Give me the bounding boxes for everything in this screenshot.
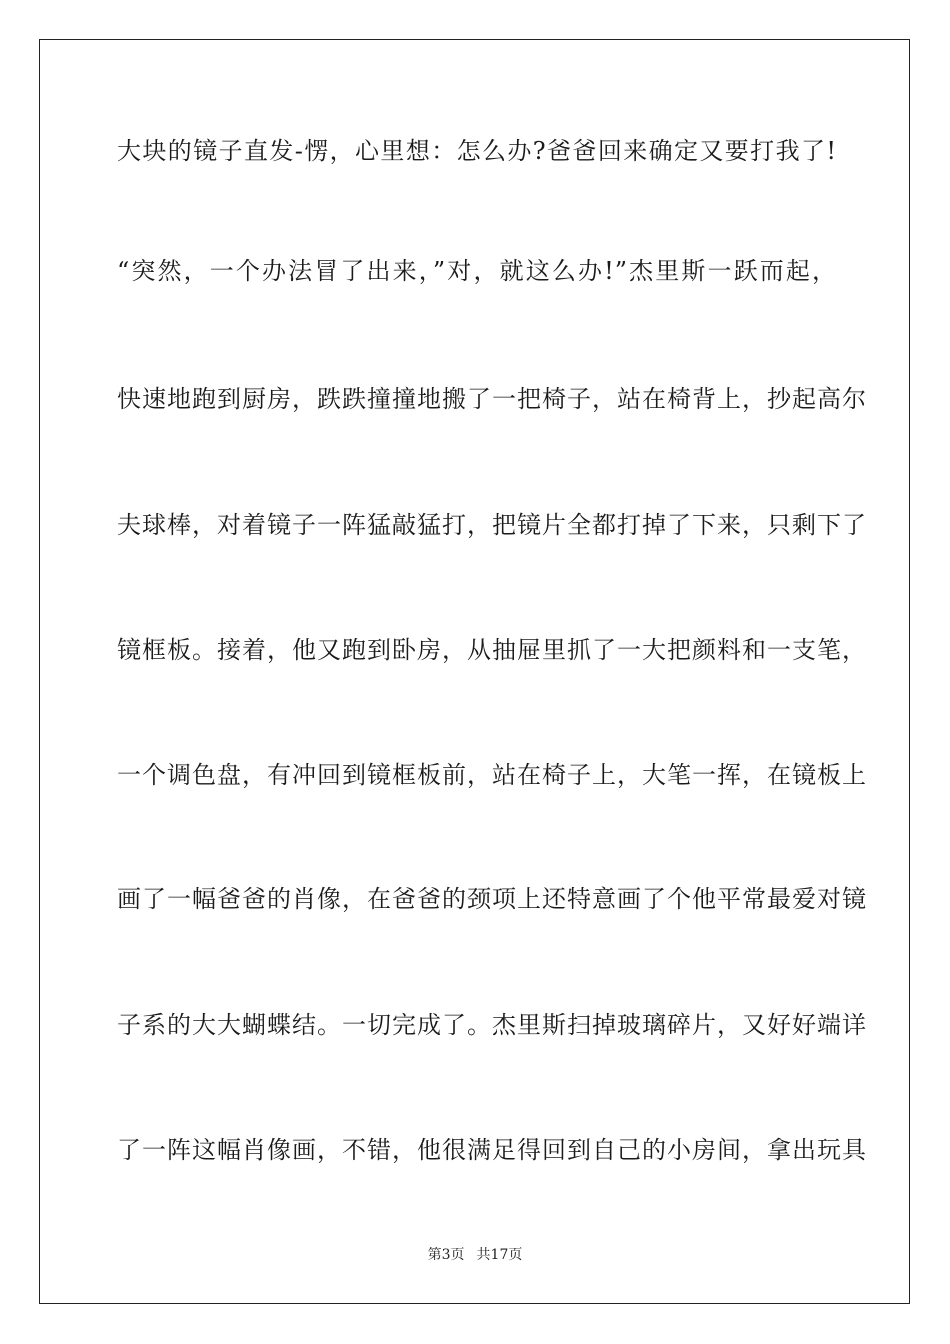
text-line: 一个调色盘，有冲回到镜框板前，站在椅子上，大笔一挥，在镜板上 [117,761,867,789]
text-line: 大块的镜子直发-愣，心里想：怎么办?爸爸回来确定又要打我了! [117,137,837,165]
page-total: 共17页 [476,1247,523,1263]
text-line: 画了一幅爸爸的肖像，在爸爸的颈项上还特意画了个他平常最爱对镜 [117,885,867,913]
text-line: 镜框板。接着，他又跑到卧房，从抽屉里抓了一大把颜料和一支笔， [117,636,867,664]
page-border [39,39,910,1304]
page-footer [0,1246,950,1264]
text-line: 了一阵这幅肖像画，不错，他很满足得回到自己的小房间，拿出玩具 [117,1136,867,1164]
text-line: 夫球棒，对着镜子一阵猛敲猛打，把镜片全都打掉了下来，只剩下了 [117,511,867,539]
text-line: 子系的大大蝴蝶结。一切完成了。杰里斯扫掉玻璃碎片，又好好端详 [117,1011,867,1039]
text-line: “突然，一个办法冒了出来，”对，就这么办!”杰里斯一跃而起， [117,257,837,285]
text-line: 快速地跑到厨房，跌跌撞撞地搬了一把椅子，站在椅背上，抄起高尔 [117,385,867,413]
page-number: 第3页 [427,1247,465,1263]
